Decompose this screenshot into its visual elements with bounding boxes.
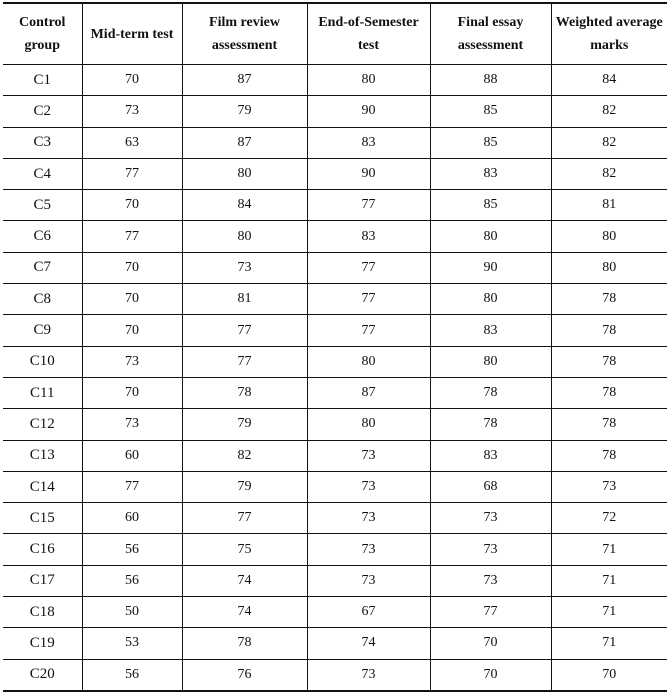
final-essay-cell: 73 (430, 503, 551, 534)
end-of-semester-cell: 80 (307, 409, 430, 440)
table-body (3, 65, 667, 691)
mid-term-cell: 56 (82, 565, 182, 596)
final-essay-cell: 77 (430, 597, 551, 628)
final-essay-cell: 80 (430, 284, 551, 315)
mid-term-cell: 70 (82, 315, 182, 346)
film-review-cell: 87 (182, 127, 307, 158)
final-essay-cell: 83 (430, 440, 551, 471)
table-row (3, 96, 667, 127)
end-of-semester-cell: 83 (307, 221, 430, 252)
film-review-cell: 73 (182, 252, 307, 283)
weighted-average-cell: 84 (551, 65, 667, 96)
final-essay-cell: 80 (430, 221, 551, 252)
final-essay-cell: 78 (430, 377, 551, 408)
group-cell: C10 (3, 346, 82, 377)
group-cell: C2 (3, 96, 82, 127)
end-of-semester-cell: 67 (307, 597, 430, 628)
film-review-cell: 78 (182, 377, 307, 408)
mid-term-cell: 77 (82, 158, 182, 189)
film-review-cell: 80 (182, 221, 307, 252)
mid-term-cell: 70 (82, 284, 182, 315)
weighted-average-cell: 78 (551, 440, 667, 471)
scores-table (3, 2, 667, 692)
film-review-cell: 80 (182, 158, 307, 189)
mid-term-cell: 70 (82, 377, 182, 408)
mid-term-cell: 73 (82, 409, 182, 440)
mid-term-cell: 60 (82, 503, 182, 534)
end-of-semester-cell: 73 (307, 659, 430, 691)
end-of-semester-cell: 73 (307, 565, 430, 596)
scores-table-container (3, 2, 667, 692)
table-row (3, 158, 667, 189)
weighted-average-cell: 81 (551, 190, 667, 221)
weighted-average-cell: 78 (551, 284, 667, 315)
table-row (3, 659, 667, 691)
film-review-cell: 87 (182, 65, 307, 96)
final-essay-cell: 83 (430, 158, 551, 189)
end-of-semester-cell: 90 (307, 158, 430, 189)
header-control-group: Control group (3, 3, 82, 65)
table-row (3, 503, 667, 534)
table-row (3, 65, 667, 96)
weighted-average-cell: 78 (551, 315, 667, 346)
group-cell: C3 (3, 127, 82, 158)
group-cell: C1 (3, 65, 82, 96)
weighted-average-cell: 78 (551, 346, 667, 377)
weighted-average-cell: 71 (551, 565, 667, 596)
final-essay-cell: 85 (430, 127, 551, 158)
final-essay-cell: 78 (430, 409, 551, 440)
group-cell: C8 (3, 284, 82, 315)
end-of-semester-cell: 90 (307, 96, 430, 127)
table-row (3, 346, 667, 377)
group-cell: C12 (3, 409, 82, 440)
weighted-average-cell: 70 (551, 659, 667, 691)
mid-term-cell: 73 (82, 346, 182, 377)
table-row (3, 284, 667, 315)
weighted-average-cell: 82 (551, 158, 667, 189)
table-row (3, 252, 667, 283)
end-of-semester-cell: 73 (307, 471, 430, 502)
group-cell: C14 (3, 471, 82, 502)
mid-term-cell: 73 (82, 96, 182, 127)
mid-term-cell: 63 (82, 127, 182, 158)
end-of-semester-cell: 80 (307, 346, 430, 377)
table-row (3, 315, 667, 346)
mid-term-cell: 50 (82, 597, 182, 628)
table-row (3, 471, 667, 502)
end-of-semester-cell: 77 (307, 252, 430, 283)
group-cell: C15 (3, 503, 82, 534)
film-review-cell: 75 (182, 534, 307, 565)
film-review-cell: 79 (182, 471, 307, 502)
final-essay-cell: 73 (430, 534, 551, 565)
film-review-cell: 82 (182, 440, 307, 471)
header-end-of-semester-test: End-of-Semester test (307, 3, 430, 65)
final-essay-cell: 85 (430, 96, 551, 127)
table-row (3, 440, 667, 471)
end-of-semester-cell: 73 (307, 534, 430, 565)
weighted-average-cell: 78 (551, 409, 667, 440)
end-of-semester-cell: 77 (307, 284, 430, 315)
end-of-semester-cell: 73 (307, 503, 430, 534)
weighted-average-cell: 73 (551, 471, 667, 502)
group-cell: C13 (3, 440, 82, 471)
group-cell: C6 (3, 221, 82, 252)
mid-term-cell: 70 (82, 252, 182, 283)
film-review-cell: 74 (182, 597, 307, 628)
group-cell: C17 (3, 565, 82, 596)
final-essay-cell: 90 (430, 252, 551, 283)
group-cell: C5 (3, 190, 82, 221)
film-review-cell: 81 (182, 284, 307, 315)
film-review-cell: 77 (182, 346, 307, 377)
film-review-cell: 79 (182, 409, 307, 440)
table-row (3, 565, 667, 596)
group-cell: C19 (3, 628, 82, 659)
group-cell: C4 (3, 158, 82, 189)
table-row (3, 377, 667, 408)
final-essay-cell: 68 (430, 471, 551, 502)
header-mid-term-test: Mid-term test (82, 3, 182, 65)
weighted-average-cell: 78 (551, 377, 667, 408)
group-cell: C18 (3, 597, 82, 628)
film-review-cell: 79 (182, 96, 307, 127)
final-essay-cell: 73 (430, 565, 551, 596)
weighted-average-cell: 82 (551, 127, 667, 158)
header-weighted-average-marks: Weighted average marks (551, 3, 667, 65)
group-cell: C11 (3, 377, 82, 408)
final-essay-cell: 70 (430, 659, 551, 691)
end-of-semester-cell: 83 (307, 127, 430, 158)
film-review-cell: 84 (182, 190, 307, 221)
mid-term-cell: 53 (82, 628, 182, 659)
mid-term-cell: 70 (82, 65, 182, 96)
weighted-average-cell: 71 (551, 628, 667, 659)
end-of-semester-cell: 74 (307, 628, 430, 659)
table-row (3, 221, 667, 252)
table-row (3, 597, 667, 628)
table-row (3, 127, 667, 158)
end-of-semester-cell: 73 (307, 440, 430, 471)
final-essay-cell: 85 (430, 190, 551, 221)
end-of-semester-cell: 87 (307, 377, 430, 408)
final-essay-cell: 83 (430, 315, 551, 346)
weighted-average-cell: 72 (551, 503, 667, 534)
table-row (3, 409, 667, 440)
table-header (3, 3, 667, 65)
end-of-semester-cell: 80 (307, 65, 430, 96)
mid-term-cell: 56 (82, 659, 182, 691)
table-row (3, 628, 667, 659)
header-row (3, 3, 667, 65)
group-cell: C7 (3, 252, 82, 283)
table-row (3, 190, 667, 221)
final-essay-cell: 80 (430, 346, 551, 377)
mid-term-cell: 77 (82, 471, 182, 502)
weighted-average-cell: 71 (551, 534, 667, 565)
film-review-cell: 74 (182, 565, 307, 596)
mid-term-cell: 60 (82, 440, 182, 471)
group-cell: C9 (3, 315, 82, 346)
group-cell: C20 (3, 659, 82, 691)
header-final-essay-assessment: Final essay assessment (430, 3, 551, 65)
mid-term-cell: 56 (82, 534, 182, 565)
film-review-cell: 77 (182, 315, 307, 346)
weighted-average-cell: 80 (551, 252, 667, 283)
final-essay-cell: 88 (430, 65, 551, 96)
end-of-semester-cell: 77 (307, 315, 430, 346)
weighted-average-cell: 82 (551, 96, 667, 127)
mid-term-cell: 77 (82, 221, 182, 252)
group-cell: C16 (3, 534, 82, 565)
end-of-semester-cell: 77 (307, 190, 430, 221)
film-review-cell: 78 (182, 628, 307, 659)
weighted-average-cell: 80 (551, 221, 667, 252)
film-review-cell: 76 (182, 659, 307, 691)
header-film-review-assessment: Film review assessment (182, 3, 307, 65)
weighted-average-cell: 71 (551, 597, 667, 628)
table-row (3, 534, 667, 565)
final-essay-cell: 70 (430, 628, 551, 659)
film-review-cell: 77 (182, 503, 307, 534)
mid-term-cell: 70 (82, 190, 182, 221)
